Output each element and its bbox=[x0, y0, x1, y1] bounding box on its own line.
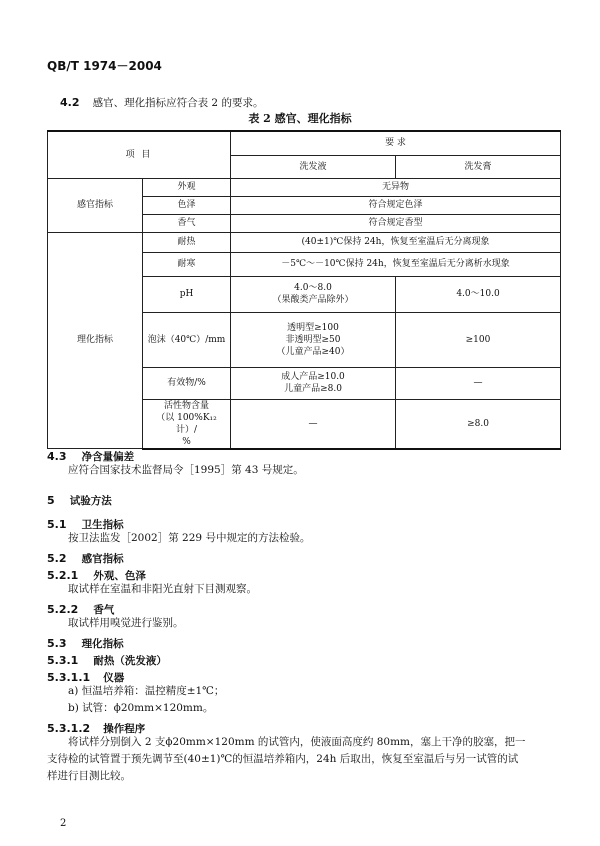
active-label: 有效物/% bbox=[143, 367, 231, 399]
foam-liquid-line: 透明型≥100 bbox=[287, 322, 339, 333]
heat-label: 耐热 bbox=[143, 232, 231, 252]
foam-liquid-line: 非透明型≥50 bbox=[285, 334, 341, 345]
clause-number: 5.3.1.2 bbox=[47, 722, 91, 735]
foam-cream: ≥100 bbox=[396, 312, 561, 367]
clause-text: 感官、理化指标应符合表 2 的要求。 bbox=[92, 97, 264, 109]
ph-label: pH bbox=[143, 276, 231, 312]
ph-liquid bbox=[231, 276, 396, 312]
body-text: 将试样分别倒入 2 支ϕ20mm×120mm 的试管内，使液面高度约 80mm，塞上干净的胶塞，把一 bbox=[68, 736, 526, 748]
clause-number: 5 bbox=[47, 494, 55, 507]
mat-label-line: % bbox=[182, 436, 191, 447]
mat-label bbox=[143, 399, 231, 449]
clause-number: 5.2.2 bbox=[47, 603, 79, 616]
sensory-group: 感官指标 bbox=[48, 178, 143, 232]
page-number: 2 bbox=[60, 818, 67, 829]
active-liquid-line: 成人产品≥10.0 bbox=[281, 372, 345, 382]
cream-header: 洗发膏 bbox=[396, 155, 561, 178]
liquid-header: 洗发液 bbox=[231, 155, 396, 178]
cold-value: －5℃～－10℃保持 24h，恢复至室温后无分离析水现象 bbox=[231, 252, 561, 276]
active-cream: — bbox=[396, 367, 561, 399]
clause-title: 试验方法 bbox=[69, 495, 112, 507]
heat-value: (40±1)℃保持 24h，恢复至室温后无分离现象 bbox=[231, 232, 561, 252]
ph-liquid-note: （果酸类产品除外） bbox=[272, 295, 354, 305]
active-liquid bbox=[231, 367, 396, 399]
clause-title: 净含量偏差 bbox=[81, 451, 135, 463]
body-text: 应符合国家技术监督局令［1995］第 43 号规定。 bbox=[68, 464, 304, 476]
clause-title: 香气 bbox=[93, 604, 115, 616]
ph-liquid-range: 4.0～8.0 bbox=[294, 283, 332, 293]
clause-title: 外观、色泽 bbox=[93, 570, 146, 582]
clause-number: 5.3.1.1 bbox=[47, 671, 91, 684]
spec-table bbox=[47, 130, 561, 450]
clause-number: 4.3 bbox=[47, 450, 67, 463]
mat-liquid: — bbox=[231, 399, 396, 449]
clause-title: 操作程序 bbox=[103, 723, 146, 735]
clause-number: 5.3.1 bbox=[47, 654, 79, 667]
cold-label: 耐寒 bbox=[143, 252, 231, 276]
body-text: 取试样在室温和非阳光直射下目测观察。 bbox=[68, 583, 257, 595]
list-item: b) 试管：ϕ20mm×120mm。 bbox=[68, 702, 214, 714]
appearance-label: 外观 bbox=[143, 178, 231, 196]
clause-title: 仪器 bbox=[103, 672, 125, 684]
clause-number: 5.2.1 bbox=[47, 569, 79, 582]
list-item: a) 恒温培养箱：温控精度±1℃； bbox=[68, 685, 225, 697]
clause-number: 5.3 bbox=[47, 637, 67, 650]
physchem-group: 理化指标 bbox=[48, 232, 143, 449]
active-liquid-line: 儿童产品≥8.0 bbox=[284, 384, 342, 394]
fragrance-label: 香气 bbox=[143, 214, 231, 232]
item-header: 项 目 bbox=[48, 131, 231, 178]
standard-code: QB/T 1974－2004 bbox=[47, 59, 162, 73]
clause-5 bbox=[47, 489, 112, 508]
clause-title: 感官指标 bbox=[81, 553, 124, 565]
foam-liquid-line: （儿童产品≥40） bbox=[276, 346, 350, 357]
body-text: 支待检的试管置于预先调节至(40±1)℃的恒温培养箱内，24h 后取出，恢复至室温后与另一试管的试 bbox=[47, 753, 519, 765]
mat-label-line: （以 100%K₁₂ 计）/ bbox=[156, 412, 217, 435]
mat-cream: ≥8.0 bbox=[396, 399, 561, 449]
body-text: 样进行目测比较。 bbox=[47, 770, 131, 782]
ph-cream: 4.0～10.0 bbox=[396, 276, 561, 312]
clause-title: 卫生指标 bbox=[81, 519, 124, 531]
body-text: 取试样用嗅觉进行鉴别。 bbox=[68, 617, 184, 629]
clause-number: 5.1 bbox=[47, 518, 67, 531]
requirement-header: 要 求 bbox=[231, 131, 561, 155]
body-text: 按卫法监发［2002］第 229 号中规定的方法检验。 bbox=[68, 532, 311, 544]
color-value: 符合规定色泽 bbox=[231, 196, 561, 214]
fragrance-value: 符合规定香型 bbox=[231, 214, 561, 232]
foam-liquid bbox=[231, 312, 396, 367]
table-caption: 表 2 感官、理化指标 bbox=[248, 112, 352, 125]
color-label: 色泽 bbox=[143, 196, 231, 214]
clause-number: 4.2 bbox=[60, 96, 80, 109]
clause-title: 耐热（洗发液） bbox=[93, 655, 167, 667]
clause-number: 5.2 bbox=[47, 552, 67, 565]
foam-label: 泡沫（40℃）/mm bbox=[143, 312, 231, 367]
clause-title: 理化指标 bbox=[81, 638, 124, 650]
mat-label-line: 活性物含量 bbox=[163, 400, 209, 411]
clause-4-2 bbox=[60, 91, 263, 110]
appearance-value: 无异物 bbox=[231, 178, 561, 196]
